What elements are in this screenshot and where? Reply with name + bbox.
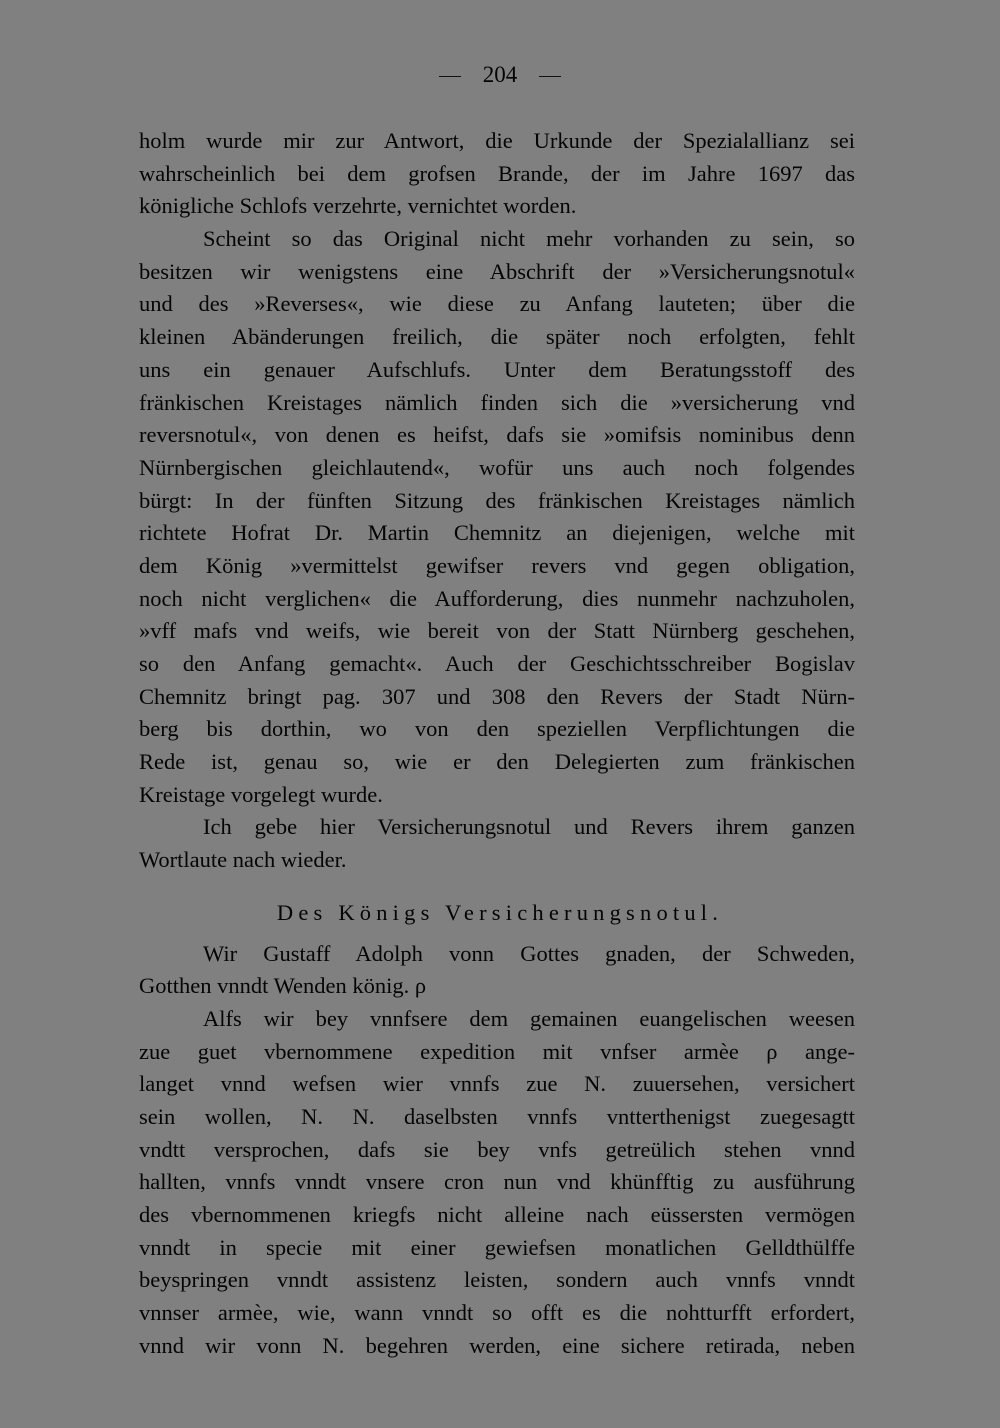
text-line: königliche Schlofs verzehrte, vernichtet worden. (139, 193, 577, 219)
text-line: holm wurde mir zur Antwort, die Urkunde der Spezialallianz sei (139, 128, 855, 153)
page-header (0, 62, 1000, 88)
text-line: des vbernommenen kriegfs nicht alleine nach eüssersten vermögen (139, 1202, 855, 1227)
text-line: Rede ist, genau so, wie er den Delegierten zum fränkischen (139, 749, 855, 775)
text-line: zue guet vbernommene expedition mit vnfser armèe ρ ange- (139, 1038, 855, 1064)
text-line: dem König »vermittelst gewifser revers vnd gegen obligation, (139, 552, 855, 578)
text-line: Wir Gustaff Adolph vonn Gottes gnaden, der Schweden, (203, 940, 855, 966)
text-line: vnndt in specie mit einer gewiefsen monatlichen Gelldthülffe (139, 1234, 855, 1260)
text-line: »vff mafs vnd weifs, wie bereit von der Statt Nürnberg geschehen, (139, 618, 855, 644)
text-line: hallten, vnnfs vnndt vnsere cron nun vnd khünfftig zu ausführung (139, 1169, 855, 1195)
text-line: beyspringen vnndt assistenz leisten, sondern auch vnnfs vnndt (139, 1267, 855, 1293)
text-line: Chemnitz bringt pag. 307 und 308 den Revers der Stadt Nürn- (139, 683, 855, 709)
text-line: reversnotul«, von denen es heifst, dafs sie »omifsis nominibus denn (139, 422, 855, 448)
section-heading: Des Königs Versicherungsnotul. (276, 899, 724, 925)
text-line: vnnd wir vonn N. begehren werden, eine sichere retirada, neben (139, 1332, 855, 1358)
text-line: berg bis dorthin, wo von den speziellen Verpflichtungen die (139, 716, 855, 742)
text-line: fränkischen Kreistages nämlich finden sich die »versicherung vnd (139, 389, 855, 415)
text-line: richtete Hofrat Dr. Martin Chemnitz an diejenigen, welche mit (139, 520, 855, 546)
text-line: Nürnbergischen gleichlautend«, wofür uns auch noch folgendes (139, 454, 855, 480)
page-number: 204 (482, 62, 518, 87)
text-line: vndtt versprochen, dafs sie bey vnfs getreülich stehen vnnd (139, 1136, 855, 1162)
text-line: kleinen Abänderungen freilich, die später noch erfolgten, fehlt (139, 324, 855, 350)
text-line: vnnser armèe, wie, wann vnndt so offt es die nohtturfft erfordert, (139, 1300, 855, 1326)
text-line: Ich gebe hier Versicherungsnotul und Revers ihrem ganzen (203, 814, 855, 840)
header-dash-left (439, 76, 461, 77)
header-dash-right (539, 76, 561, 77)
text-line: noch nicht verglichen« die Aufforderung, dies nunmehr nachzuholen, (139, 585, 855, 611)
text-line: Wortlaute nach wieder. (139, 847, 347, 873)
body-text (139, 125, 855, 1362)
text-line: besitzen wir wenigstens eine Abschrift der »Versicherungsnotul« (139, 258, 855, 284)
text-line: Scheint so das Original nicht mehr vorhanden zu sein, so (203, 226, 855, 252)
text-line: so den Anfang gemacht«. Auch der Geschichtsschreiber Bogislav (139, 651, 855, 676)
text-line: und des »Reverses«, wie diese zu Anfang lauteten; über die (139, 291, 855, 317)
text-line: bürgt: In der fünften Sitzung des fränkischen Kreistages nämlich (139, 487, 855, 513)
text-line: uns ein genauer Aufschlufs. Unter dem Beratungsstoff des (139, 356, 855, 382)
text-line: langet vnnd wefsen wier vnnfs zue N. zuuersehen, versichert (139, 1071, 855, 1097)
text-line: sein wollen, N. N. daselbsten vnnfs vntterthenigst zuegesagtt (139, 1103, 855, 1129)
text-line: wahrscheinlich bei dem grofsen Brande, der im Jahre 1697 das (139, 160, 855, 186)
text-line: Kreistage vorgelegt wurde. (139, 781, 383, 807)
text-line: Alfs wir bey vnnfsere dem gemainen euangelischen weesen (203, 1005, 855, 1031)
text-line: Gotthen vnndt Wenden könig. ρ (139, 973, 427, 999)
